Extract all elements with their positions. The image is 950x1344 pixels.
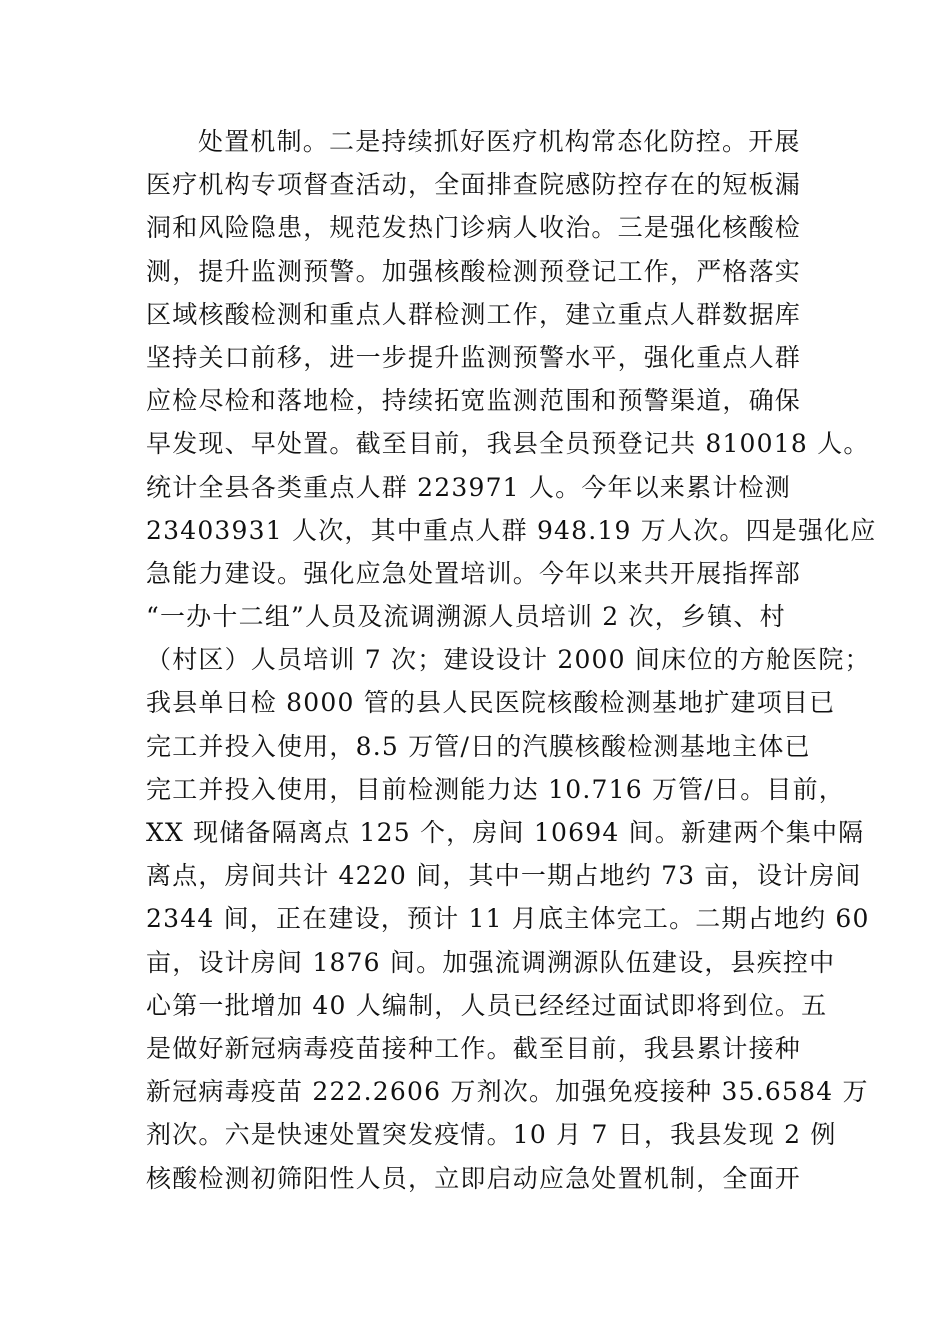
paragraph-line: 区域核酸检测和重点人群检测工作，建立重点人群数据库 <box>146 299 802 329</box>
paragraph-line: 是做好新冠病毒疫苗接种工作。截至目前，我县累计接种 <box>146 1033 802 1063</box>
paragraph-line: 23403931 人次，其中重点人群 948.19 万人次。四是强化应 <box>146 515 877 545</box>
paragraph-line: 亩，设计房间 1876 间。加强流调溯源队伍建设，县疾控中 <box>146 947 836 977</box>
paragraph-line: 测，提升监测预警。加强核酸检测预登记工作，严格落实 <box>146 256 802 286</box>
paragraph-line: 医疗机构专项督查活动，全面排查院感防控存在的短板漏 <box>146 170 802 200</box>
paragraph-line: 完工并投入使用，8.5 万管/日的汽膜核酸检测基地主体已 <box>146 731 811 761</box>
paragraph-line: 心第一批增加 40 人编制，人员已经经过面试即将到位。五 <box>146 990 828 1020</box>
paragraph-line: 新冠病毒疫苗 222.2606 万剂次。加强免疫接种 35.6584 万 <box>146 1077 869 1107</box>
paragraph-line: 急能力建设。强化应急处置培训。今年以来共开展指挥部 <box>146 558 802 588</box>
paragraph-line: 处置机制。二是持续抓好医疗机构常态化防控。开展 <box>198 127 801 156</box>
paragraph-line: 洞和风险隐患，规范发热门诊病人收治。三是强化核酸检 <box>146 213 802 243</box>
paragraph-line: 坚持关口前移，进一步提升监测预警水平，强化重点人群 <box>146 342 802 372</box>
paragraph-line: 完工并投入使用，目前检测能力达 10.716 万管/日。目前， <box>146 774 845 804</box>
paragraph-line: 核酸检测初筛阳性人员，立即启动应急处置机制，全面开 <box>146 1163 802 1193</box>
paragraph-line: （村区）人员培训 7 次；建设设计 2000 间床位的方舱医院； <box>146 645 871 675</box>
paragraph-line: 统计全县各类重点人群 223971 人。今年以来累计检测 <box>146 472 791 502</box>
paragraph-line: 我县单日检 8000 管的县人民医院核酸检测基地扩建项目已 <box>146 688 836 718</box>
paragraph-line: 剂次。六是快速处置突发疫情。10 月 7 日，我县发现 2 例 <box>146 1120 837 1150</box>
body-paragraph <box>146 120 877 1200</box>
paragraph-line: 2344 间，正在建设，预计 11 月底主体完工。二期占地约 60 <box>146 904 870 934</box>
paragraph-line: 早发现、早处置。截至目前，我县全员预登记共 810018 人。 <box>146 429 870 459</box>
paragraph-line: “一办十二组”人员及流调溯源人员培训 2 次，乡镇、村 <box>146 602 786 632</box>
paragraph-line: 应检尽检和落地检，持续拓宽监测范围和预警渠道，确保 <box>146 386 802 416</box>
paragraph-line: 离点，房间共计 4220 间，其中一期占地约 73 亩，设计房间 <box>146 861 862 891</box>
paragraph-line: XX 现储备隔离点 125 个，房间 10694 间。新建两个集中隔 <box>146 818 865 847</box>
